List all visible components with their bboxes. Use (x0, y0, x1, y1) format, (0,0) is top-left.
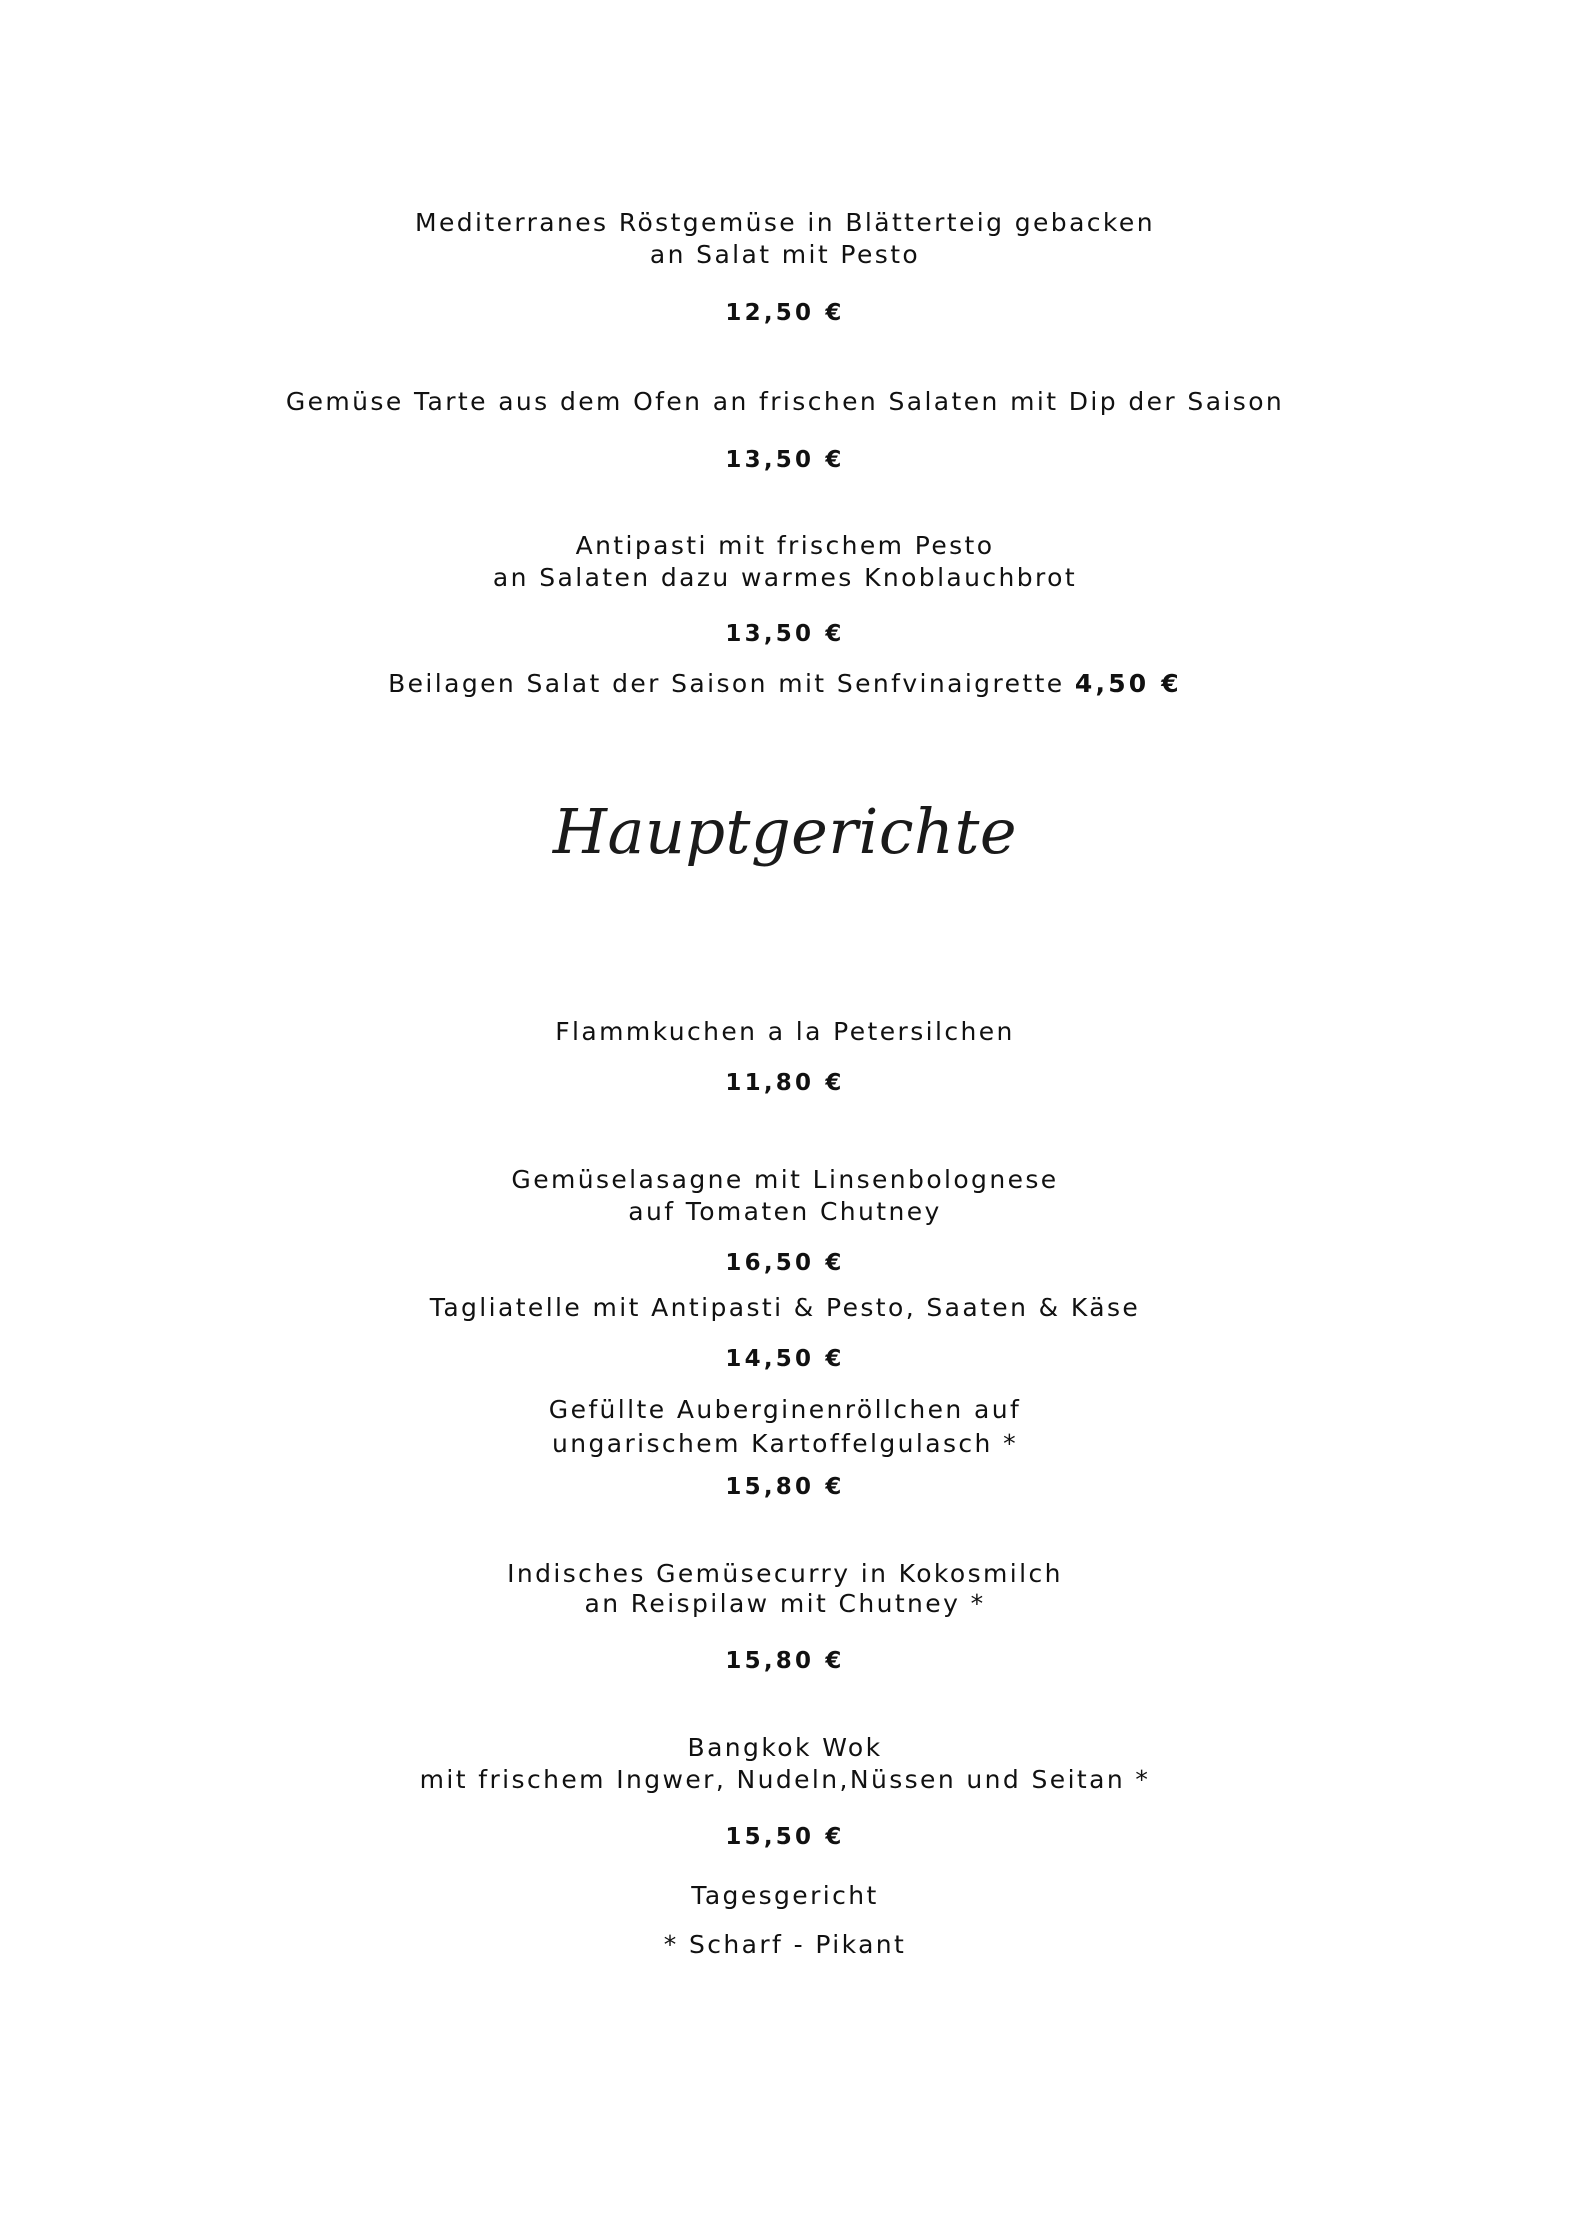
spicy-legend: * Scharf - Pikant (663, 1930, 907, 1959)
menu-item-description: an Salaten dazu warmes Knoblauchbrot (492, 563, 1078, 592)
menu-item-description: Flammkuchen a la Petersilchen (555, 1017, 1015, 1046)
menu-item-description: Gemüselasagne mit Linsenbolognese (511, 1165, 1059, 1194)
section-heading: Hauptgerichte (552, 795, 1018, 868)
menu-item-price: 15,80 € (725, 1648, 845, 1674)
menu-item-description: an Salat mit Pesto (649, 240, 921, 269)
daily-special: Tagesgericht (691, 1881, 879, 1910)
menu-item-description: ungarischem Kartoffelgulasch * (551, 1429, 1019, 1458)
menu-item-price: 15,50 € (725, 1824, 845, 1850)
menu-item-description: an Reispilaw mit Chutney * (584, 1589, 986, 1618)
menu-item-description: mit frischem Ingwer, Nudeln,Nüssen und Seitan * (419, 1765, 1151, 1794)
menu-item-price: 14,50 € (725, 1346, 845, 1372)
menu-item-description: Antipasti mit frischem Pesto (575, 531, 995, 560)
menu-item-price: 15,80 € (725, 1474, 845, 1500)
side-salad-text: Beilagen Salat der Saison mit Senfvinaigrette (388, 669, 1065, 698)
menu-item-price: 11,80 € (725, 1070, 845, 1096)
menu-item-price: 16,50 € (725, 1250, 845, 1276)
menu-item-price: 12,50 € (725, 300, 845, 326)
menu-item-description: Gefüllte Auberginenröllchen auf (548, 1395, 1022, 1424)
side-salad-price: 4,50 € (1074, 669, 1182, 698)
menu-item-price: 13,50 € (725, 447, 845, 473)
menu-item-description: Bangkok Wok (687, 1733, 883, 1762)
side-salad-line (0, 668, 1570, 699)
menu-item-description: auf Tomaten Chutney (628, 1197, 942, 1226)
menu-item-description: Mediterranes Röstgemüse in Blätterteig gebacken (415, 208, 1155, 237)
menu-item-price: 13,50 € (725, 621, 845, 647)
menu-item-description: Tagliatelle mit Antipasti & Pesto, Saaten & Käse (429, 1293, 1141, 1322)
menu-item-description: Gemüse Tarte aus dem Ofen an frischen Salaten mit Dip der Saison (285, 387, 1285, 416)
menu-item-description: Indisches Gemüsecurry in Kokosmilch (507, 1559, 1063, 1588)
